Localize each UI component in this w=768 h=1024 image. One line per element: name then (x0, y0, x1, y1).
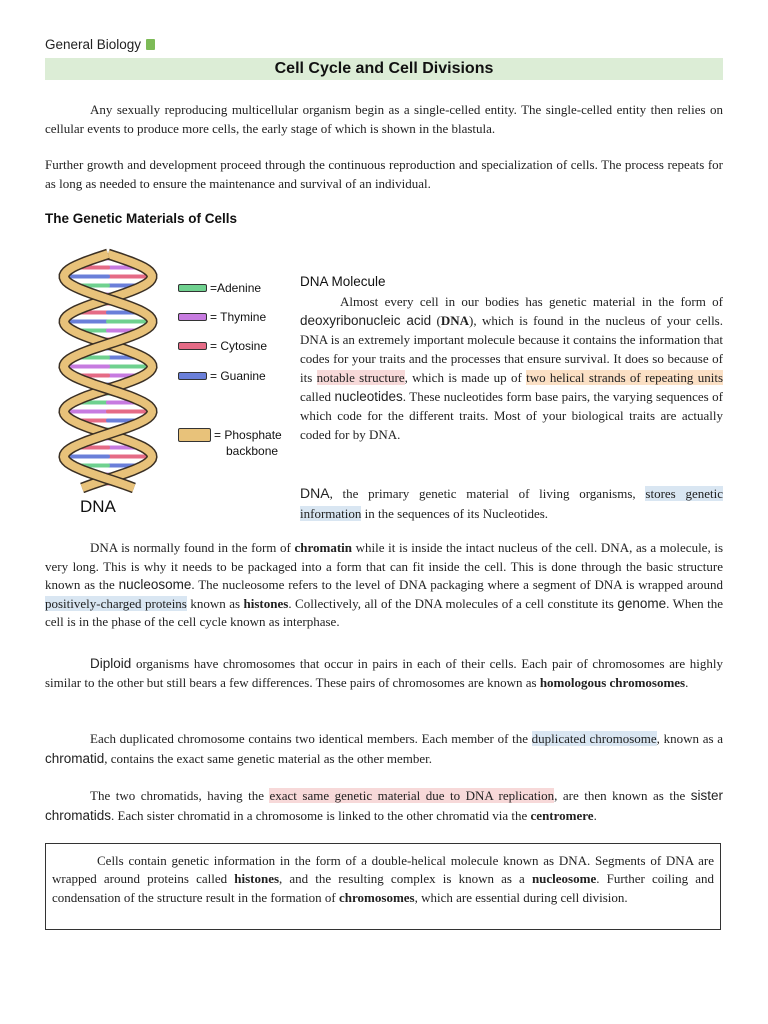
dna-molecule-heading: DNA Molecule (300, 274, 386, 289)
legend-phosphate-label: = Phosphate (214, 428, 282, 442)
legend-guanine (178, 369, 266, 383)
dna-summary-paragraph: DNA, the primary genetic material of living organisms, stores genetic information in the sequences of its Nucleotides. (300, 485, 723, 521)
page-title: Cell Cycle and Cell Divisions (45, 58, 723, 80)
course-label-text: General Biology (45, 37, 142, 52)
summary-box (45, 843, 721, 930)
chromatin-paragraph: DNA is normally found in the form of chromatin while it is inside the intact nucleus of the cell. DNA, as a molecule, is very long. This is why it needs to be packaged into a form that can fit inside the cell. This is done through the basic structure known as the nucleosome. The nucleosome refers to the level of DNA packaging where a segment of DNA is wrapped around positively-charged proteins known as histones. Collectively, all of the DNA molecules of a cell constitute its genome. When the cell is in the phase of the cell cycle known as interphase. (45, 540, 724, 630)
legend-cytosine (178, 339, 267, 353)
dna-diagram-label: DNA (80, 497, 116, 516)
section-heading: The Genetic Materials of Cells (45, 211, 238, 226)
thymine-swatch (178, 313, 207, 321)
chromatid-paragraph: Each duplicated chromosome contains two identical members. Each member of the duplicated chromosome, known as a chromatid, contains the exact same genetic material as the other member. (45, 731, 723, 766)
highlight-stores-genetic-information: stores genetic information (300, 486, 723, 521)
highlight-duplicated-chromosome: duplicated chromosome (531, 731, 657, 746)
legend-guanine-label: = Guanine (210, 369, 266, 383)
intro-paragraph-1: Any sexually reproducing multicellular organism begin as a single-celled entity. The single-celled entity then relies on cellular events to produce more cells, the early stage of which is shown in the blastula. (45, 102, 723, 136)
legend-thymine-label: = Thymine (210, 310, 267, 324)
book-icon (146, 39, 155, 50)
legend-adenine (178, 281, 261, 295)
legend-phosphate (178, 427, 282, 459)
highlight-helical-strands: two helical strands of repeating units (526, 370, 723, 385)
phosphate-swatch (178, 428, 211, 442)
intro-paragraph-2: Further growth and development proceed through the continuous reproduction and specialization of cells. The process repeats for as long as needed to ensure the maintenance and survival of an individual. (45, 157, 723, 191)
highlight-exact-same-genetic-material: exact same genetic material due to DNA replication (269, 788, 555, 803)
legend-adenine-label: =Adenine (210, 281, 262, 295)
summary-box-text: Cells contain genetic information in the form of a double-helical molecule known as DNA. Segments of DNA are wrapped around proteins called histones, and the resulting complex is known as a nucleosome. Further coiling and condensation of the structure result in the formation of chromosomes, which are essential during cell division. (52, 853, 714, 905)
sister-chromatids-paragraph: The two chromatids, having the exact same genetic material due to DNA replication, are then known as the sister chromatids. Each sister chromatid in a chromosome is linked to the other chromatid via the centromere. (45, 788, 723, 823)
adenine-swatch (178, 284, 207, 292)
dna-molecule-paragraph: Almost every cell in our bodies has genetic material in the form of deoxyribonucleic acid (DNA), which is found in the nucleus of your cells. DNA is an extremely important molecule because it contains the information that codes for your traits and the processes that ensure survival. It does so because of its notable structure, which is made up of two helical strands of repeating units called nucleotides. These nucleotides form base pairs, the varying sequences of which code for the different traits. Most of your biological traits are actually coded for by DNA. (300, 294, 723, 442)
diploid-paragraph: Diploid organisms have chromosomes that occur in pairs in each of their cells. Each pair of chromosomes are highly similar to the other but still bears a few differences. These pairs of chromosomes are known as homologous chromosomes. (45, 656, 723, 690)
dna-helix-illustration (50, 248, 170, 493)
legend-backbone-label: backbone (226, 444, 279, 458)
guanine-swatch (178, 372, 207, 380)
course-label (45, 37, 155, 52)
highlight-notable-structure: notable structure (316, 370, 405, 385)
cytosine-swatch (178, 342, 207, 350)
legend-cytosine-label: = Cytosine (210, 339, 268, 353)
dna-diagram (50, 248, 300, 523)
highlight-positively-charged-proteins: positively-charged proteins (45, 595, 187, 611)
legend-thymine (178, 310, 266, 324)
